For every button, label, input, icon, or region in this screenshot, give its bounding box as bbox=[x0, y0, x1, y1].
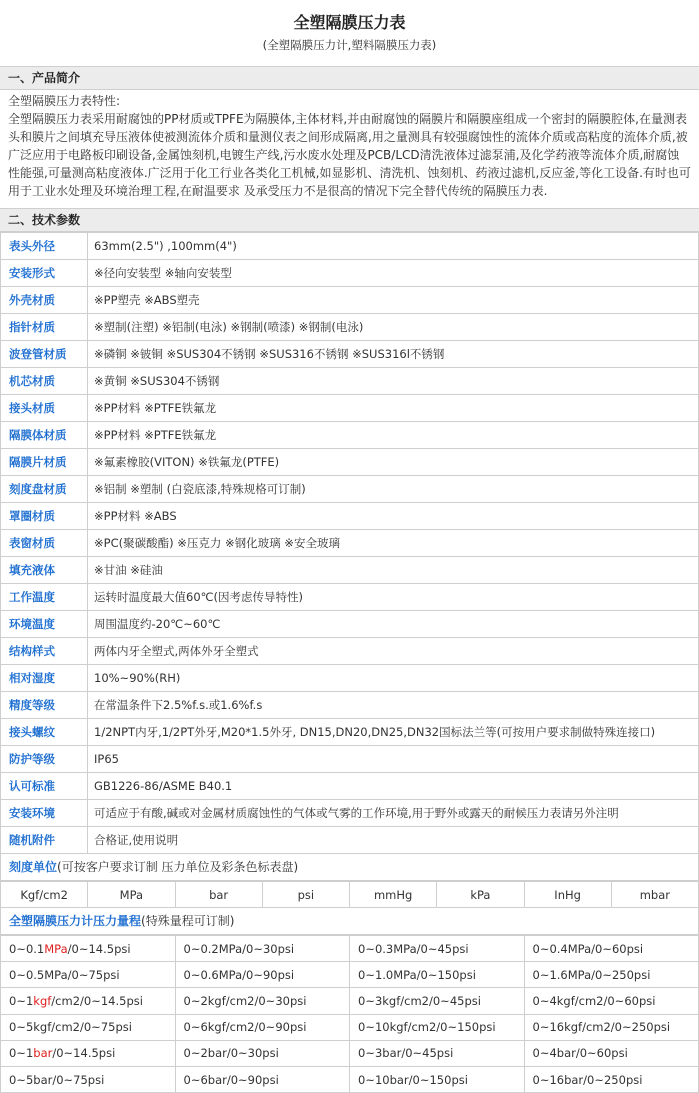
range-cell bbox=[524, 1066, 699, 1092]
spec-row bbox=[1, 449, 699, 476]
range-text: 0~2kgf/cm2/0~30psi bbox=[183, 993, 307, 1008]
range-text: 0~0.5MPa/0~75psi bbox=[9, 967, 120, 982]
spec-row bbox=[1, 476, 699, 503]
range-cell bbox=[524, 1014, 699, 1040]
spec-value: 运转时温度最大值60℃(因考虑传导特性) bbox=[88, 584, 699, 611]
ranges-table bbox=[0, 935, 699, 1093]
range-row bbox=[1, 1014, 699, 1040]
spec-value: 在常温条件下2.5%f.s.或1.6%f.s bbox=[88, 692, 699, 719]
spec-label: 表头外径 bbox=[1, 233, 88, 260]
spec-value: ※PP材料 ※PTFE铁氟龙 bbox=[88, 395, 699, 422]
range-cell bbox=[175, 1066, 350, 1092]
range-text: 0~5kgf/cm2/0~75psi bbox=[9, 1020, 132, 1035]
units-table bbox=[0, 881, 699, 908]
spec-label: 指针材质 bbox=[1, 314, 88, 341]
spec-label: 工作温度 bbox=[1, 584, 88, 611]
spec-label: 安装环境 bbox=[1, 800, 88, 827]
range-cell bbox=[175, 988, 350, 1014]
unit-cell: kPa bbox=[437, 882, 524, 908]
range-text: 0~0.4MPa/0~60psi bbox=[532, 941, 644, 956]
range-cell bbox=[1, 988, 176, 1014]
units-band-note: (可按客户要求订制 压力单位及彩条色标表盘) bbox=[57, 860, 299, 874]
range-text: 0~0.1 bbox=[9, 941, 45, 956]
spec-value: 10%~90%(RH) bbox=[88, 665, 699, 692]
range-text: 0~10bar/0~150psi bbox=[358, 1072, 468, 1087]
range-text: /0~14.5psi bbox=[52, 1046, 116, 1061]
spec-row bbox=[1, 692, 699, 719]
spec-value: ※PP材料 ※PTFE铁氟龙 bbox=[88, 422, 699, 449]
spec-row bbox=[1, 800, 699, 827]
range-row bbox=[1, 988, 699, 1014]
spec-value: ※甘油 ※硅油 bbox=[88, 557, 699, 584]
spec-row bbox=[1, 233, 699, 260]
range-text: /cm2/0~14.5psi bbox=[51, 993, 143, 1008]
spec-row bbox=[1, 638, 699, 665]
units-band bbox=[0, 854, 699, 881]
page-subtitle: (全塑隔膜压力计,塑料隔膜压力表) bbox=[262, 38, 437, 52]
spec-row bbox=[1, 665, 699, 692]
spec-label: 外壳材质 bbox=[1, 287, 88, 314]
spec-value: 可适应于有酸,碱或对金属材质腐蚀性的气体或气雾的工作环境,用于野外或露天的耐候压力表请另外注明 bbox=[88, 800, 699, 827]
range-row bbox=[1, 962, 699, 988]
page-title: 全塑隔膜压力表 bbox=[293, 13, 406, 32]
spec-table bbox=[0, 232, 699, 854]
intro-line: 性能强,可量测高粘度液体.广泛用于化工行业各类化工机械,如显影机、清洗机、蚀刻机、药液过滤机,反应釜,等化工设备.有时也可 bbox=[8, 166, 691, 180]
range-cell bbox=[175, 936, 350, 962]
range-cell bbox=[524, 962, 699, 988]
range-cell bbox=[524, 988, 699, 1014]
spec-value: ※PP塑壳 ※ABS塑壳 bbox=[88, 287, 699, 314]
range-cell bbox=[350, 1014, 525, 1040]
spec-row bbox=[1, 746, 699, 773]
range-text: 0~6bar/0~90psi bbox=[183, 1072, 279, 1087]
spec-value: ※黄铜 ※SUS304不锈钢 bbox=[88, 368, 699, 395]
ranges-band bbox=[0, 908, 699, 935]
spec-row bbox=[1, 719, 699, 746]
intro-line: 全塑隔膜压力表采用耐腐蚀的PP材质或TPFE为隔膜体,主体材料,并由耐腐蚀的隔膜片和隔膜座组成一个密封的隔膜腔体,在量测表 bbox=[8, 112, 687, 126]
spec-row bbox=[1, 260, 699, 287]
intro-line: 广泛应用于电路板印刷设备,金属蚀刻机,电镀生产线,污水废水处理及PCB/LCD清洗液体过滤泵浦,及化学药液等流体介质,耐腐蚀 bbox=[8, 148, 680, 162]
spec-label: 环境温度 bbox=[1, 611, 88, 638]
range-cell bbox=[350, 936, 525, 962]
spec-row bbox=[1, 395, 699, 422]
range-row bbox=[1, 936, 699, 962]
range-cell bbox=[1, 1014, 176, 1040]
ranges-band-title: 全塑隔膜压力计压力量程 bbox=[9, 914, 142, 928]
spec-row bbox=[1, 827, 699, 854]
spec-label: 随机附件 bbox=[1, 827, 88, 854]
range-text: 0~0.2MPa/0~30psi bbox=[183, 941, 295, 956]
range-cell bbox=[1, 1066, 176, 1092]
spec-label: 精度等级 bbox=[1, 692, 88, 719]
spec-row bbox=[1, 611, 699, 638]
spec-label: 表窗材质 bbox=[1, 530, 88, 557]
section-heading-intro: 一、产品简介 bbox=[0, 66, 699, 90]
title-block bbox=[0, 0, 699, 66]
spec-label: 罩圈材质 bbox=[1, 503, 88, 530]
range-cell bbox=[350, 1066, 525, 1092]
range-text: 0~3bar/0~45psi bbox=[358, 1046, 454, 1061]
ranges-band-note: (特殊量程可订制) bbox=[141, 914, 235, 928]
spec-row bbox=[1, 422, 699, 449]
spec-label: 波登管材质 bbox=[1, 341, 88, 368]
spec-label: 结构样式 bbox=[1, 638, 88, 665]
range-row bbox=[1, 1066, 699, 1092]
range-text: 0~1.0MPa/0~150psi bbox=[358, 967, 476, 982]
spec-label: 接头螺纹 bbox=[1, 719, 88, 746]
range-cell bbox=[1, 962, 176, 988]
spec-label: 隔膜片材质 bbox=[1, 449, 88, 476]
unit-cell: bar bbox=[175, 882, 262, 908]
range-cell bbox=[350, 1040, 525, 1066]
spec-label: 接头材质 bbox=[1, 395, 88, 422]
spec-value: 63mm(2.5") ,100mm(4") bbox=[88, 233, 699, 260]
spec-value: ※磷铜 ※铍铜 ※SUS304不锈钢 ※SUS316不锈钢 ※SUS316l不锈钢 bbox=[88, 341, 699, 368]
spec-value: 1/2NPT内牙,1/2PT外牙,M20*1.5外牙, DN15,DN20,DN25,DN32国标法兰等(可按用户要求制做特殊连接口) bbox=[88, 719, 699, 746]
spec-value: ※氟素橡胶(VITON) ※铁氟龙(PTFE) bbox=[88, 449, 699, 476]
unit-cell: psi bbox=[262, 882, 349, 908]
spec-value: IP65 bbox=[88, 746, 699, 773]
range-cell bbox=[175, 1014, 350, 1040]
section-heading-specs: 二、技术参数 bbox=[0, 208, 699, 232]
spec-row bbox=[1, 341, 699, 368]
spec-label: 相对湿度 bbox=[1, 665, 88, 692]
spec-value: ※PP材料 ※ABS bbox=[88, 503, 699, 530]
intro-line: 用于工业水处理及环境治理工程,在耐温要求 及承受压力不是很高的情况下完全替代传统的隔膜压力表. bbox=[8, 184, 548, 198]
range-text: 0~1.6MPa/0~250psi bbox=[532, 967, 651, 982]
range-text: 0~5bar/0~75psi bbox=[9, 1072, 105, 1087]
range-text: 0~0.3MPa/0~45psi bbox=[358, 941, 469, 956]
spec-value: GB1226-86/ASME B40.1 bbox=[88, 773, 699, 800]
spec-label: 刻度盘材质 bbox=[1, 476, 88, 503]
spec-row bbox=[1, 557, 699, 584]
unit-cell: mbar bbox=[611, 882, 698, 908]
spec-label: 填充液体 bbox=[1, 557, 88, 584]
unit-cell: Kgf/cm2 bbox=[1, 882, 88, 908]
spec-label: 隔膜体材质 bbox=[1, 422, 88, 449]
range-cell bbox=[1, 1040, 176, 1066]
spec-row bbox=[1, 368, 699, 395]
range-text: 0~16bar/0~250psi bbox=[532, 1072, 643, 1087]
spec-value: 周围温度约-20℃~60℃ bbox=[88, 611, 699, 638]
spec-value: 两体内牙全塑式,两体外牙全塑式 bbox=[88, 638, 699, 665]
range-text: 0~1 bbox=[9, 1046, 34, 1061]
spec-row bbox=[1, 314, 699, 341]
range-text: 0~0.6MPa/0~90psi bbox=[183, 967, 295, 982]
unit-cell: InHg bbox=[524, 882, 611, 908]
intro-heading: 全塑隔膜压力表特性: bbox=[8, 94, 121, 108]
range-text: 0~3kgf/cm2/0~45psi bbox=[358, 993, 481, 1008]
spec-value: ※塑制(注塑) ※铝制(电泳) ※钢制(喷漆) ※钢制(电泳) bbox=[88, 314, 699, 341]
range-text: /0~14.5psi bbox=[67, 941, 131, 956]
spec-row bbox=[1, 530, 699, 557]
range-cell bbox=[175, 962, 350, 988]
spec-value: ※PC(聚碳酸酯) ※压克力 ※钢化玻璃 ※安全玻璃 bbox=[88, 530, 699, 557]
range-unit-highlight: kgf bbox=[33, 993, 52, 1008]
spec-label: 防护等级 bbox=[1, 746, 88, 773]
spec-row bbox=[1, 773, 699, 800]
unit-cell: MPa bbox=[88, 882, 175, 908]
spec-row bbox=[1, 503, 699, 530]
intro-text bbox=[0, 90, 699, 208]
range-cell bbox=[524, 1040, 699, 1066]
spec-value: ※铝制 ※塑制 (白瓷底漆,特殊规格可订制) bbox=[88, 476, 699, 503]
range-cell bbox=[524, 936, 699, 962]
range-text: 0~6kgf/cm2/0~90psi bbox=[183, 1020, 307, 1035]
range-row bbox=[1, 1040, 699, 1066]
units-row bbox=[1, 882, 699, 908]
range-text: 0~1 bbox=[9, 993, 34, 1008]
range-text: 0~16kgf/cm2/0~250psi bbox=[532, 1020, 671, 1035]
intro-line: 头和膜片之间填充导压液体使被测流体介质和量测仪表之间形成隔离,用之量测具有较强腐蚀性的流体介质或高粘度的流体介质,被 bbox=[8, 130, 688, 144]
spec-row bbox=[1, 584, 699, 611]
spec-value: 合格证,使用说明 bbox=[88, 827, 699, 854]
range-text: 0~10kgf/cm2/0~150psi bbox=[358, 1020, 496, 1035]
unit-cell: mmHg bbox=[350, 882, 437, 908]
range-text: 0~2bar/0~30psi bbox=[183, 1046, 279, 1061]
range-cell bbox=[175, 1040, 350, 1066]
range-text: 0~4kgf/cm2/0~60psi bbox=[532, 993, 656, 1008]
range-unit-highlight: bar bbox=[33, 1046, 53, 1061]
range-cell bbox=[350, 988, 525, 1014]
units-band-title: 刻度单位 bbox=[9, 860, 58, 874]
spec-label: 机芯材质 bbox=[1, 368, 88, 395]
range-cell bbox=[1, 936, 176, 962]
spec-label: 安装形式 bbox=[1, 260, 88, 287]
range-unit-highlight: MPa bbox=[44, 941, 68, 956]
range-text: 0~4bar/0~60psi bbox=[532, 1046, 628, 1061]
range-cell bbox=[350, 962, 525, 988]
spec-value: ※径向安装型 ※轴向安装型 bbox=[88, 260, 699, 287]
spec-row bbox=[1, 287, 699, 314]
spec-label: 认可标准 bbox=[1, 773, 88, 800]
